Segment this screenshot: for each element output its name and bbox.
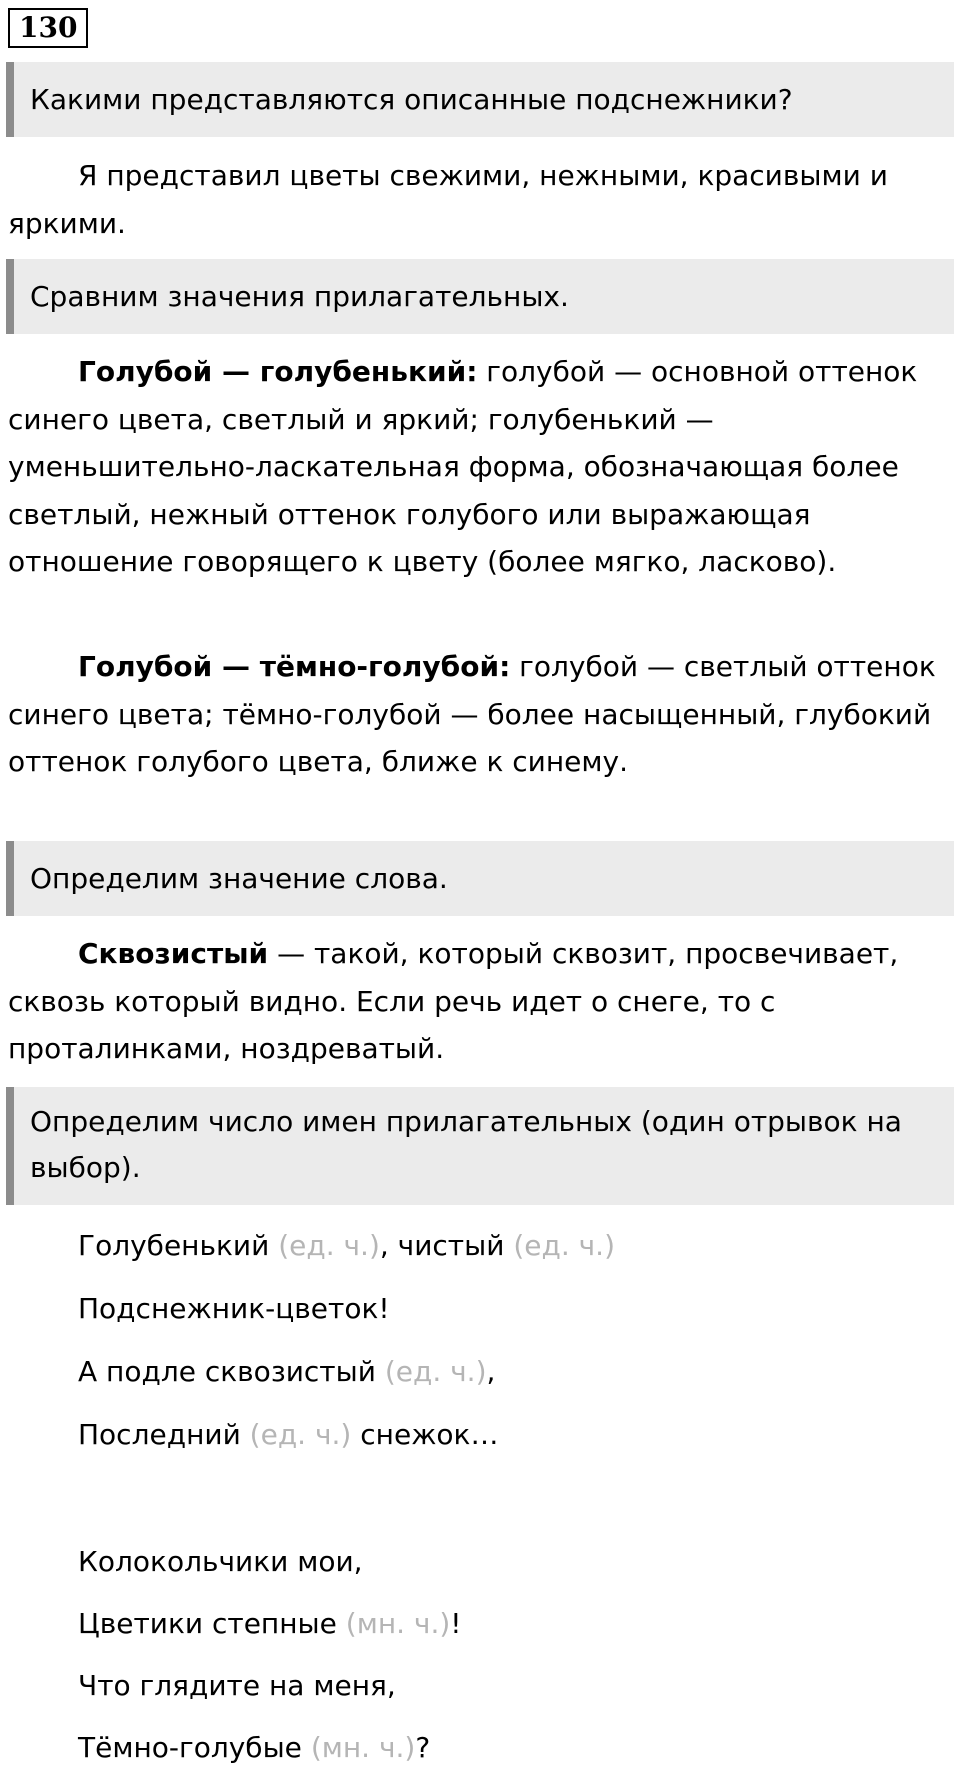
- term: Голубой — голубенький:: [78, 355, 478, 388]
- question-text: Определим число имен прилагательных (один отрывок на выбор).: [30, 1105, 902, 1184]
- poem-line: Подснежник-цветок!: [78, 1292, 390, 1325]
- question-block: [6, 259, 954, 334]
- number-mark: (ед. ч.): [384, 1355, 487, 1388]
- question-text: Сравним значения прилагательных.: [30, 280, 569, 313]
- poem-line: Тёмно-голубые (мн. ч.)?: [78, 1731, 431, 1764]
- number-mark: (ед. ч.): [513, 1229, 616, 1262]
- question-text: Какими представляются описанные подснежники?: [30, 83, 793, 116]
- poem-line: Последний (ед. ч.) снежок…: [78, 1418, 499, 1451]
- answer-paragraph: [8, 348, 948, 586]
- number-mark: (мн. ч.): [345, 1607, 451, 1640]
- term: Голубой — тёмно-голубой:: [78, 650, 511, 683]
- number-mark: (ед. ч.): [278, 1229, 380, 1262]
- poem-line: Голубенький (ед. ч.), чистый (ед. ч.): [78, 1229, 616, 1262]
- answer-text: Я представил цветы свежими, нежными, красивыми и яркими.: [8, 159, 888, 240]
- answer-paragraph: [8, 930, 948, 1073]
- term: Сквозистый: [78, 937, 269, 970]
- answer-text: голубой — основной оттенок синего цвета, светлый и яркий; голубенький — уменьшительно-ласкательная форма, обозначающая более светлый, нежный оттенок голубого или выражающая отношение говорящего к цвету (более мягко, ласково).: [8, 355, 918, 578]
- number-mark: (ед. ч.): [249, 1418, 352, 1451]
- question-block: [6, 62, 954, 137]
- answer-text: голубой — светлый оттенок синего цвета; тёмно-голубой — более насыщенный, глубокий оттенок голубого цвета, ближе к синему.: [8, 650, 936, 778]
- question-text: Определим значение слова.: [30, 862, 448, 895]
- answer-text: — такой, который сквозит, просвечивает, сквозь который видно. Если речь идет о снеге, то с проталинками, ноздреватый.: [8, 937, 899, 1065]
- poem-line: Что глядите на меня,: [78, 1669, 396, 1702]
- number-mark: (мн. ч.): [310, 1731, 416, 1764]
- answer-paragraph: [8, 643, 948, 786]
- question-block: [6, 841, 954, 916]
- answer-paragraph: [8, 152, 948, 247]
- exercise-number: 130: [8, 8, 88, 48]
- poem-line: А подле сквозистый (ед. ч.),: [78, 1355, 496, 1388]
- poem-line: Цветики степные (мн. ч.)!: [78, 1607, 462, 1640]
- question-block: [6, 1087, 954, 1205]
- poem-line: Колокольчики мои,: [78, 1545, 363, 1578]
